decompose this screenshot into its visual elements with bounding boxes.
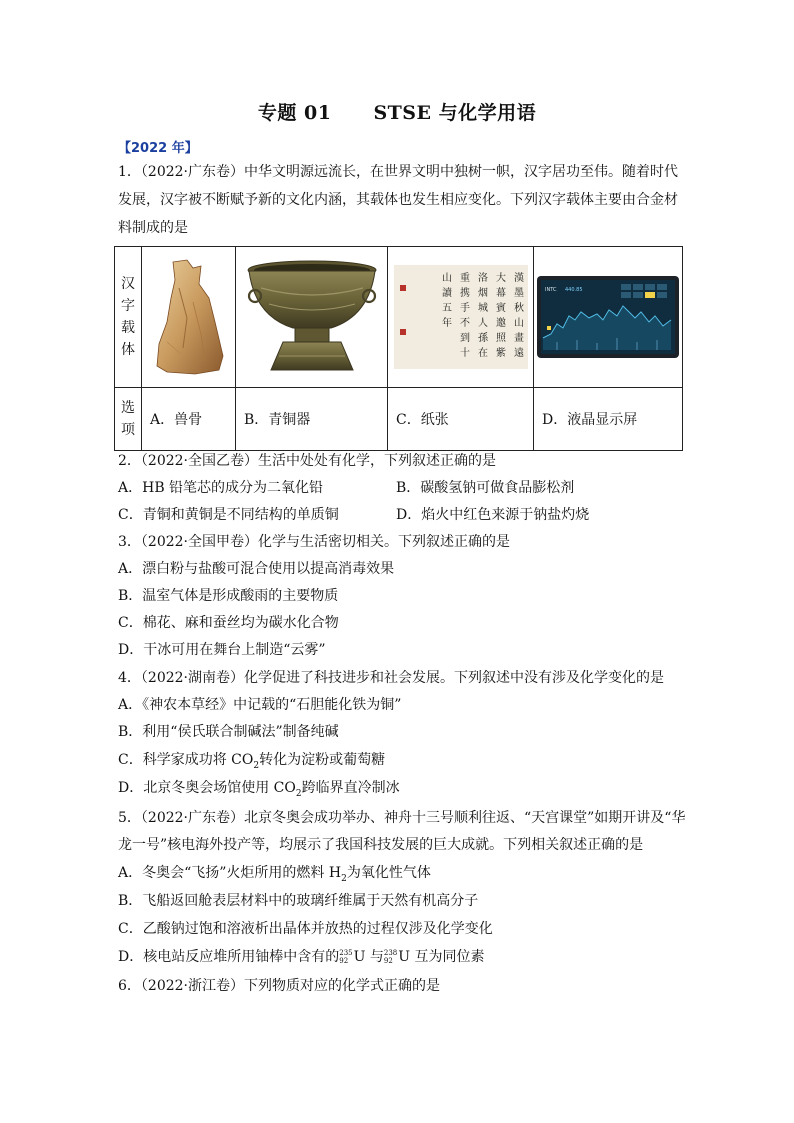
carrier-table	[114, 246, 683, 451]
calligraphy-char: 幕	[495, 288, 506, 299]
q1-stem-line2: 发展，汉字被不断赋予新的文化内涵，其载体也发生相应变化。下列汉字载体主要由合金材	[118, 192, 678, 208]
calligraphy-char: 五	[441, 303, 452, 314]
q3-stem: 3．（2022·全国甲卷）化学与生活密切相关。下列叙述正确的是	[118, 534, 510, 550]
calligraphy-char: 畫	[513, 333, 524, 344]
q4-option-a: A．《神农本草经》中记载的“石胆能化铁为铜”	[118, 697, 402, 713]
q1-option-b: B．青铜器	[236, 388, 388, 451]
q3-option-d: D．干冰可用在舞台上制造“云雾”	[118, 642, 326, 658]
svg-text:INTC: INTC	[545, 287, 557, 293]
calligraphy-char: 到	[459, 333, 470, 344]
calligraphy-char: 漢	[513, 273, 524, 284]
title-subject: STSE 与化学用语	[373, 102, 537, 124]
cell-paper	[388, 247, 534, 388]
calligraphy-char: 讀	[441, 288, 452, 299]
q3-option-a: A．漂白粉与盐酸可混合使用以提高消毒效果	[118, 561, 395, 577]
calligraphy-char: 山	[513, 318, 524, 329]
q5-stem-line2: 龙一号”核电海外投产等，均展示了我国科技发展的巨大成就。下列相关叙述正确的是	[118, 837, 644, 853]
q1-option-d: D．液晶显示屏	[534, 388, 683, 451]
calligraphy-char: 邀	[495, 318, 506, 329]
calligraphy-char: 山	[441, 273, 452, 284]
q5-option-a: A．冬奥会“飞扬”火炬所用的燃料 $H_2$为氧化性气体	[118, 865, 431, 884]
calligraphy-char: 大	[495, 273, 506, 284]
q2-stem: 2．（2022·全国乙卷）生活中处处有化学，下列叙述正确的是	[118, 453, 496, 469]
calligraphy-char: 烟	[477, 288, 488, 299]
cell-lcd	[534, 247, 683, 388]
q1-stem-line1: 1．（2022·广东卷）中华文明源远流长，在世界文明中独树一帜，汉字居功至伟。随着时代	[118, 164, 678, 180]
q1-option-c: C．纸张	[388, 388, 534, 451]
q4-stem: 4．（2022·湖南卷）化学促进了科技进步和社会发展。下列叙述中没有涉及化学变化的是	[118, 670, 664, 686]
q4-option-d: D．北京冬奥会场馆使用 $CO_2$跨临界直冷制冰	[118, 780, 400, 799]
calligraphy-char: 紫	[495, 348, 506, 359]
svg-text:440.85: 440.85	[565, 287, 583, 293]
calligraphy-char: 墨	[513, 288, 524, 299]
q2-option-b: B．碳酸氢钠可做食品膨松剂	[396, 480, 575, 496]
q1-stem-line3: 料制成的是	[118, 220, 188, 236]
calligraphy-char: 遠	[513, 348, 524, 359]
q5-option-c: C．乙酸钠过饱和溶液析出晶体并放热的过程仅涉及化学变化	[118, 921, 493, 937]
q2-option-c: C．青铜和黄铜是不同结构的单质铜	[118, 507, 339, 523]
calligraphy-char: 孫	[477, 333, 488, 344]
calligraphy-char: 手	[459, 303, 470, 314]
calligraphy-char: 人	[477, 318, 488, 329]
calligraphy-char: 十	[459, 348, 470, 359]
calligraphy-char: 洛	[477, 273, 488, 284]
q5-stem-line1: 5．（2022·广东卷）北京冬奥会成功举办、神舟十三号顺利往返、“天宫课堂”如期开讲及“华	[118, 810, 686, 826]
q3-option-b: B．温室气体是形成酸雨的主要物质	[118, 588, 339, 604]
q2-option-a: A．HB 铅笔芯的成分为二氧化铅	[118, 480, 324, 496]
calligraphy-char: 秋	[513, 303, 524, 314]
q2-option-d: D．焰火中红色来源于钠盐灼烧	[396, 507, 590, 523]
q5-option-d: D．核电站反应堆所用铀棒中含有的 235 92 U 与 238 92 U 互为同位素	[118, 949, 485, 965]
q3-option-c: C．棉花、麻和蚕丝均为碳水化合物	[118, 615, 339, 631]
q5-option-b: B．飞船返回舱表层材料中的玻璃纤维属于天然有机高分子	[118, 893, 479, 909]
q1-option-a: A．兽骨	[142, 388, 236, 451]
page-title	[0, 98, 794, 125]
cell-bone	[142, 247, 236, 388]
calligraphy-paper-image	[394, 265, 528, 369]
q4-option-c: C．科学家成功将 $CO_2$转化为淀粉或葡萄糖	[118, 752, 386, 771]
lcd-screen-image	[537, 276, 679, 358]
calligraphy-char: 不	[459, 318, 470, 329]
q4-option-b: B．利用“侯氏联合制碱法”制备纯碱	[118, 724, 339, 740]
bronze-vessel-image	[243, 258, 381, 376]
u238-notation: 238 92	[383, 949, 398, 965]
calligraphy-char: 年	[441, 318, 452, 329]
animal-bone-image	[153, 258, 225, 376]
calligraphy-char: 照	[495, 333, 506, 344]
title-topic: 专题 01	[257, 102, 332, 124]
calligraphy-char: 在	[477, 348, 488, 359]
u235-notation: 235 92	[339, 949, 353, 965]
calligraphy-char: 城	[477, 303, 488, 314]
row-header-options: 选 项	[115, 388, 142, 451]
calligraphy-char: 賓	[495, 303, 506, 314]
row-header-carrier: 汉 字 载 体	[115, 247, 142, 388]
q6-stem: 6．（2022·浙江卷）下列物质对应的化学式正确的是	[118, 978, 440, 994]
year-tag: 【2022 年】	[118, 141, 198, 156]
cell-bronze	[236, 247, 388, 388]
calligraphy-char: 携	[459, 288, 470, 299]
calligraphy-char: 重	[459, 273, 470, 284]
